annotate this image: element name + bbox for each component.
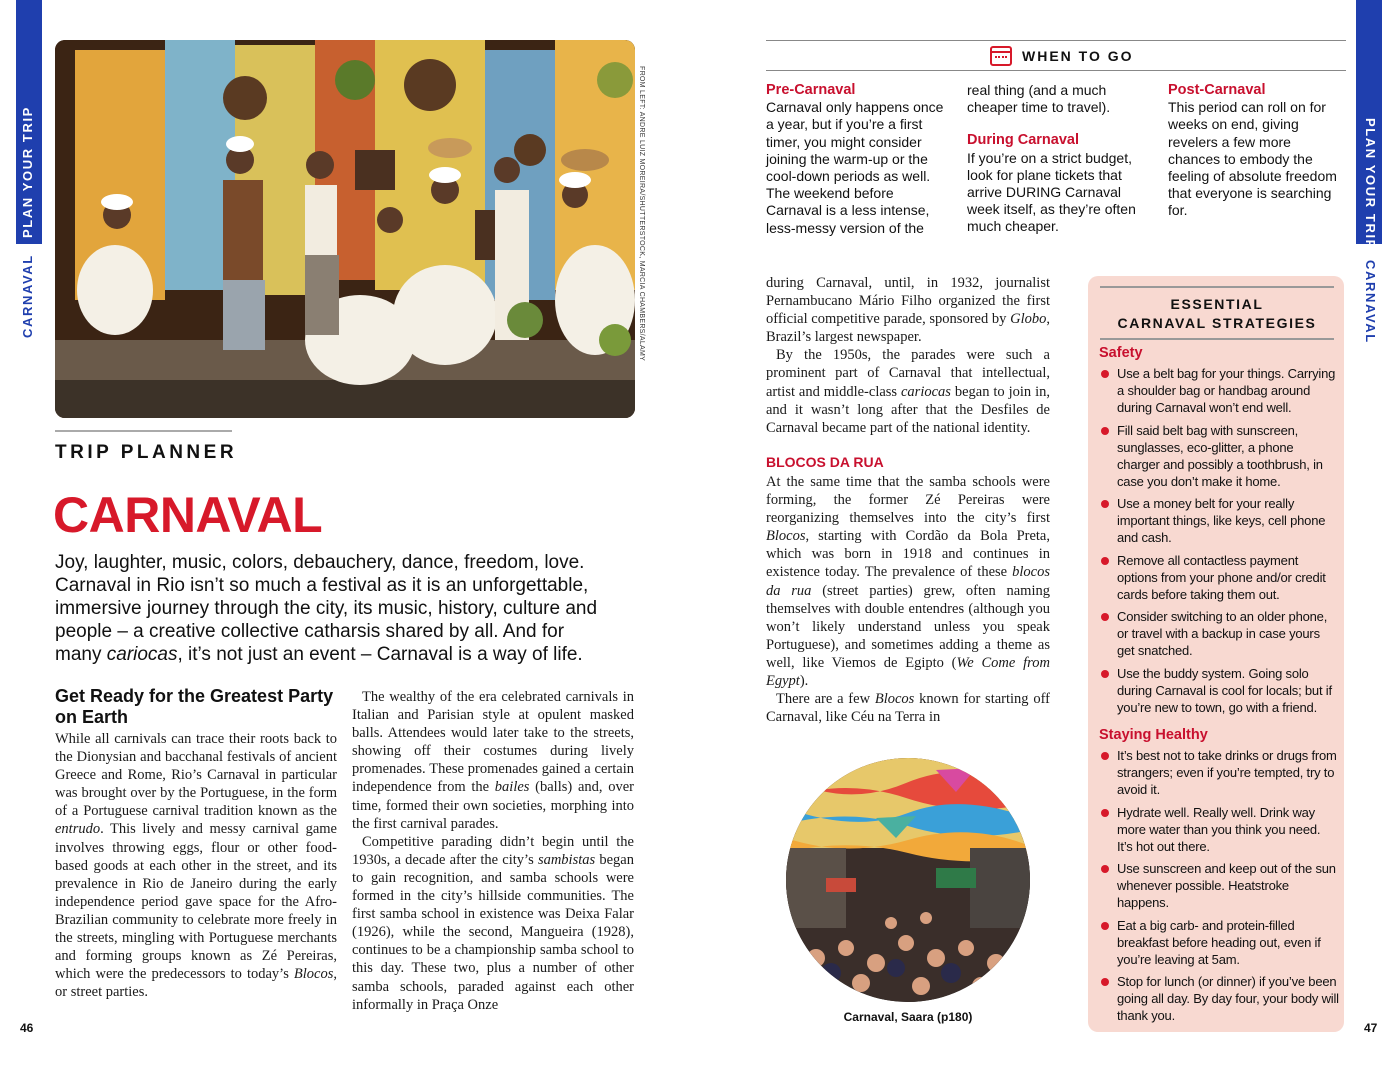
list-item: Hydrate well. Really well. Drink way more water than you think you need. It’s hot out there. xyxy=(1099,804,1339,855)
left-column-1 xyxy=(55,730,337,1001)
photo-illustration xyxy=(55,40,635,418)
street-photo-caption: Carnaval, Saara (p180) xyxy=(843,1010,973,1024)
intro-lede xyxy=(55,551,615,666)
body-text: (street parties) grew, often naming themselves with double entendres (although you won’t likely understand unless you speak Portuguese), and sometimes adding a theme as well, like Viemos de Egipto ( xyxy=(766,582,1050,671)
body-italic: cariocas xyxy=(901,383,951,400)
body-italic: entrudo xyxy=(55,821,101,838)
body-italic: Globo xyxy=(1010,311,1047,328)
street-carnaval-photo xyxy=(786,758,1030,1002)
when-to-go-bottom-rule xyxy=(766,70,1346,71)
page-number-right: 47 xyxy=(1364,1021,1378,1035)
body-paragraph xyxy=(352,833,634,1014)
body-italic: We Come from Egypt xyxy=(766,654,1050,689)
side-tab-chapter-label-right: CARNAVAL xyxy=(1363,260,1378,344)
body-text: began to gain recognition, and samba schools were formed in the city’s hillside communities. The first samba school in existence was Deixa Falar (1926), while the second, Mangueira (1928), continues to be a championship samba school to this day. These two, plus a number of other samba schools, paraded against each other informally in Praça Onze xyxy=(352,851,634,1013)
body-paragraph xyxy=(766,690,1050,726)
body-italic: Blocos xyxy=(293,966,334,983)
pre-carnaval-label: Pre-Carnaval xyxy=(766,82,856,98)
side-tab-chapter-label: CARNAVAL xyxy=(20,254,35,338)
body-text: began to join in, and it wasn’t long after that the Desfiles de Carnaval became part of the national identity. xyxy=(766,383,1050,436)
when-to-go-col-post xyxy=(1168,82,1338,220)
body-italic: Blocos xyxy=(874,691,915,708)
list-item: Eat a big carb- and protein-filled breakfast before heading out, even if you’re leaving at 5am. xyxy=(1099,917,1339,968)
lede-text-end: , it’s not just an event – Carnaval is a way of life. xyxy=(177,644,583,665)
street-photo-illustration xyxy=(786,758,1030,1002)
body-text: (balls) and, over time, formed their own societies, morphing into the first carnival parades. xyxy=(352,779,634,832)
health-list xyxy=(1099,747,1339,1030)
body-text: ). xyxy=(799,672,809,689)
during-carnaval-text: If you’re on a strict budget, look for plane tickets that arrive DURING Carnaval week itself, as they’re often much cheaper. xyxy=(967,149,1136,235)
when-to-go-header xyxy=(990,46,1134,66)
list-item: Use a money belt for your really important things, like keys, cell phone and cash. xyxy=(1099,495,1339,546)
body-text: There are a few xyxy=(776,691,875,708)
right-column xyxy=(766,274,1050,726)
body-text: By the 1950s, the parades were such a prominent part of Carnaval that intellectual, artist and middle-class xyxy=(766,347,1050,400)
list-item: Use a belt bag for your things. Carrying a shoulder bag or handbag around during Carnaval won’t end well. xyxy=(1099,365,1339,416)
list-item: Use the buddy system. Going solo during Carnaval is cool for locals; but if you’re new to town, go with a friend. xyxy=(1099,665,1339,716)
trip-planner-kicker: TRIP PLANNER xyxy=(55,442,238,463)
body-text: . This lively and messy carnival game involves throwing eggs, flour or other food-based goods at each other in the street, and its prevalence in Rio de Janeiro during the early independence period gave space for the Afro-Brazilian community to celebrate more freely in the streets, mingling with Portuguese merchants and forming groups known as Zé Pereiras, which were the predecessors to today’s xyxy=(55,821,337,983)
when-to-go-col-during xyxy=(967,82,1147,236)
lede-italic: cariocas xyxy=(106,644,178,665)
pre-carnaval-text: Carnaval only happens once a year, but if you’re a first timer, you might consider joining the warm-up or the cool-down periods as well. The weekend before Carnaval is a less intense, less-messy version of the xyxy=(766,99,944,236)
calendar-icon xyxy=(990,46,1012,66)
body-italic: Blocos xyxy=(766,528,806,545)
list-item: Stop for lunch (or dinner) if you’ve been going all day. By day four, your body will thank you. xyxy=(1099,973,1339,1024)
list-item: Remove all contactless payment options from your phone and/or credit cards before taking them out. xyxy=(1099,552,1339,603)
body-text: known for starting off Carnaval, like Céu na Terra in xyxy=(766,691,1050,726)
body-italic: blocos da rua xyxy=(766,564,1050,599)
photo-credit: FROM LEFT: ANDRE LUIZ MOREIRA/SHUTTERSTOCK, MARCIA CHAMBERS/ALAMY xyxy=(638,66,645,362)
body-text: The wealthy of the era celebrated carnivals in Italian and Parisian style at opulent masked balls. Attendees would later take to the streets, showing off their costumes during lively promenades. These promenades gained a certain independence from the xyxy=(352,689,634,796)
strategies-title-line1: ESSENTIAL xyxy=(1170,296,1264,312)
blocos-heading: BLOCOS DA RUA xyxy=(766,453,884,470)
list-item: It’s best not to take drinks or drugs from strangers; even if you’re tempted, try to avoid it. xyxy=(1099,747,1339,798)
staying-healthy-heading: Staying Healthy xyxy=(1099,727,1208,743)
body-paragraph xyxy=(766,346,1050,436)
post-carnaval-text: This period can roll on for weeks on end, giving revelers a few more chances to embody the feeling of absolute freedom that everyone is searching for. xyxy=(1168,99,1337,219)
side-tab-section-label: PLAN YOUR TRIP xyxy=(20,106,35,238)
kicker-rule xyxy=(55,430,232,432)
body-text: , Brazil’s largest newspaper. xyxy=(766,311,1050,346)
body-text: While all carnivals can trace their roots back to the Dionysian and bacchanal festivals of ancient Greece and Rome, Rio’s Carnaval in particular was brought over by the Portuguese, in the form of a Portuguese carnival tradition known as the xyxy=(55,731,337,820)
strategies-title xyxy=(1100,295,1334,333)
body-text: during Carnaval, until, in 1932, journalist Pernambucano Mário Filho organized the first official competitive parade, sponsored by xyxy=(766,275,1050,328)
carnaval-dancers-photo xyxy=(55,40,635,418)
strategies-top-rule xyxy=(1100,286,1334,288)
body-paragraph xyxy=(352,688,634,833)
pre-carnaval-text-cont: real thing (and a much cheaper time to travel). xyxy=(967,82,1111,116)
page-number-left: 46 xyxy=(20,1021,34,1035)
when-to-go-top-rule xyxy=(766,40,1346,41)
side-tab-section-label-right: PLAN YOUR TRIP xyxy=(1363,118,1378,250)
section-subhead: Get Ready for the Greatest Party on Earth xyxy=(55,686,334,727)
body-text: Competitive parading didn’t begin until the 1930s, a decade after the city’s xyxy=(352,833,634,868)
safety-list xyxy=(1099,365,1339,721)
body-paragraph xyxy=(766,473,1050,690)
safety-heading: Safety xyxy=(1099,345,1143,361)
post-carnaval-label: Post-Carnaval xyxy=(1168,82,1266,98)
during-carnaval-label: During Carnaval xyxy=(967,132,1079,149)
body-italic: sambistas xyxy=(537,851,596,868)
body-text: At the same time that the samba schools were forming, the former Zé Pereiras were reorganizing themselves into the city’s first xyxy=(766,473,1050,527)
body-text: , or street parties. xyxy=(55,966,337,1001)
strategies-title-line2: CARNAVAL STRATEGIES xyxy=(1117,315,1317,331)
body-paragraph xyxy=(766,274,1050,346)
page-title: CARNAVAL xyxy=(53,487,323,543)
body-italic: bailes xyxy=(494,779,530,796)
list-item: Fill said belt bag with sunscreen, sunglasses, eco-glitter, a phone charger and possibly a toothbrush, in case you don’t make it home. xyxy=(1099,422,1339,490)
when-to-go-title: WHEN TO GO xyxy=(1022,48,1134,64)
list-item: Consider switching to an older phone, or travel with a backup in case yours get snatched. xyxy=(1099,608,1339,659)
when-to-go-col-pre xyxy=(766,82,946,237)
strategies-bottom-rule xyxy=(1100,338,1334,340)
list-item: Use sunscreen and keep out of the sun whenever possible. Heatstroke happens. xyxy=(1099,860,1339,911)
left-column-2 xyxy=(352,688,634,1014)
body-paragraph xyxy=(55,730,337,1001)
body-text: , starting with Cordão da Bola Preta, which was born in 1918 and continues in existence today. The prevalence of these xyxy=(766,528,1050,581)
lede-text: Joy, laughter, music, colors, debauchery, dance, freedom, love. Carnaval in Rio isn’t so much a festival as it is an unforgettable, immersive journey through the city, its music, history, culture and people – a creative collective catharsis shared by all. And for many xyxy=(55,552,598,665)
